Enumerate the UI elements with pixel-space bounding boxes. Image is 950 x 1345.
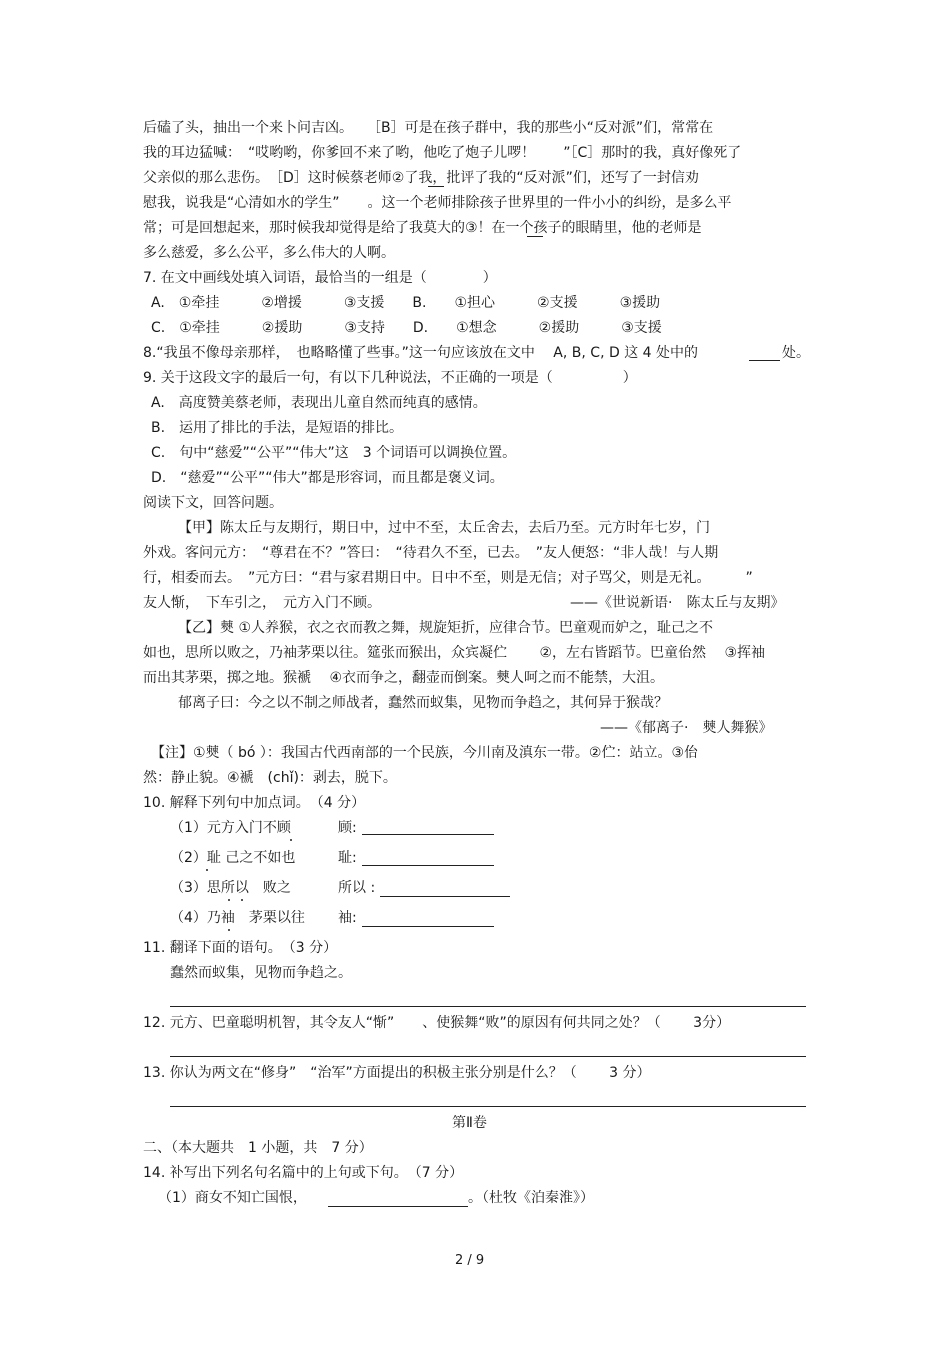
text-jia-line-4: 友人惭， 下车引之， 元方入门不顾。 <box>143 595 381 611</box>
emphasis-dot <box>206 869 208 871</box>
text-jia-line-3: 行，相委而去。 ”元方曰：“君与家君期日中。日中不至，则是无信；对子骂父，则是无礼。 ” <box>143 570 753 586</box>
q9-stem: 9. 关于这段文字的最后一句，有以下几种说法，不正确的一项是（ ） <box>143 370 637 386</box>
emphasis-dot <box>290 839 292 841</box>
q7-options-ab: A. ①牵挂 ②增援 ③支援 B. ①担心 ②支援 ③援助 <box>151 295 661 311</box>
q10-item-3-sentence: （3）思所以 败之 <box>170 880 291 896</box>
q10-item-3-answer-blank[interactable] <box>380 896 510 897</box>
emphasis-dot <box>228 929 230 931</box>
passage-line-5: 常；可是回想起来，那时候我却觉得是给了我莫大的③！在一个孩子的眼睛里，他的老师是 <box>143 220 702 236</box>
reading-intro: 阅读下文，回答问题。 <box>143 495 283 511</box>
q8-tail: 处。 <box>782 345 810 361</box>
q9-option-c: C. 句中“慈爱”“公平”“伟大”这 3 个词语可以调换位置。 <box>151 445 517 461</box>
emphasis-dot <box>241 899 243 901</box>
underline-blank-3 <box>527 236 543 237</box>
note-line-2: 然：静止貌。④褫 (chǐ)：剥去，脱下。 <box>143 770 397 786</box>
q8-answer-blank <box>749 360 780 361</box>
text-yi-line-4: 郁离子曰：今之以不制之师战者，蠢然而蚁集，见物而争趋之，其何异于猴哉？ <box>178 695 668 711</box>
q12-stem: 12. 元方、巴童聪明机智，其令友人“惭” 、使猴舞“败”的原因有何共同之处？（ 3分） <box>143 1015 731 1031</box>
q10-item-2-answer-blank[interactable] <box>362 865 494 866</box>
q11-sentence: 蠢然而蚁集，见物而争趋之。 <box>170 965 352 981</box>
text-yi-line-2: 如也，思所以败之，乃袖茅栗以往。筵张而猴出，众宾凝伫 ②，左右皆蹈节。巴童佁然 ③挥袖 <box>143 645 765 661</box>
underline-blank-2 <box>428 186 444 187</box>
q12-answer-line[interactable] <box>170 1056 806 1057</box>
q10-item-4-sentence: （4）乃袖 茅栗以往 <box>170 910 305 926</box>
q14-item-1-text: （1）商女不知亡国恨， <box>158 1190 307 1206</box>
passage-line-6: 多么慈爱，多么公平，多么伟大的人啊。 <box>143 245 395 261</box>
q8-stem: 8.“我虽不像母亲那样， 也略略懂了些事。”这一句应该放在文中 A, B, C, D 这 4 处中的 <box>143 345 699 361</box>
q7-stem: 7. 在文中画线处填入词语，最恰当的一组是（ ） <box>143 270 497 286</box>
q14-item-1-source: 。（杜牧《泊秦淮》） <box>468 1190 594 1206</box>
q14-stem: 14. 补写出下列名句名篇中的上句或下句。 （7 分） <box>143 1165 464 1181</box>
text-jia-line-2: 外戏。客问元方： “尊君在不？”答曰： “待君久不至，已去。 ”友人便怒：“非人哉！与人期 <box>143 545 719 561</box>
q9-option-d: D. “慈爱”“公平”“伟大”都是形容词，而且都是褒义词。 <box>151 470 504 486</box>
q10-item-1-sentence: （1）元方入门不顾 <box>170 820 291 836</box>
passage-line-1: 后磕了头，抽出一个来卜问吉凶。 ［B］可是在孩子群中，我的那些小“反对派”们，常常在 <box>143 120 714 136</box>
note-line-1: 【注】①僰（ bó ）：我国古代西南部的一个民族，今川南及滇东一带。②伫：站立。③佁 <box>151 745 699 761</box>
emphasis-dot <box>228 899 230 901</box>
q13-answer-line[interactable] <box>170 1106 806 1107</box>
passage-line-3: 父亲似的那么悲伤。 ［D］这时候蔡老师②了我，批评了我的“反对派”们，还写了一封信劝 <box>143 170 699 186</box>
q10-item-1-word: 顾: <box>338 820 357 836</box>
q14-item-1-answer-blank[interactable] <box>328 1206 468 1207</box>
q10-item-2-word: 耻: <box>338 850 357 866</box>
q7-options-cd: C. ①牵挂 ②援助 ③支持 D. ①想念 ②援助 ③支援 <box>151 320 662 336</box>
q11-answer-line[interactable] <box>170 1006 806 1007</box>
q10-item-3-word: 所以 : <box>338 880 376 896</box>
q13-stem: 13. 你认为两文在“修身” “治军”方面提出的积极主张分别是什么？（ 3 分） <box>143 1065 651 1081</box>
text-yi-line-1: 【乙】僰 ①人养猴，衣之衣而教之舞，规旋矩折，应律合节。巴童观而妒之，耻己之不 <box>178 620 713 636</box>
page-number: 2 / 9 <box>455 1253 485 1268</box>
text-jia-line-1: 【甲】陈太丘与友期行，期日中，过中不至，太丘舍去，去后乃至。元方时年七岁，门 <box>178 520 710 536</box>
q11-stem: 11. 翻译下面的语句。 （3 分） <box>143 940 338 956</box>
q10-item-4-word: 袖: <box>338 910 357 926</box>
text-jia-source: ——《世说新语· 陈太丘与友期》 <box>570 595 785 611</box>
q9-option-b: B. 运用了排比的手法，是短语的排比。 <box>151 420 404 436</box>
passage-line-4: 慰我，说我是“心清如水的学生” 。这一个老师排除孩子世界里的一件小小的纠纷，是多么平 <box>143 195 732 211</box>
q9-option-a: A. 高度赞美蔡老师，表现出儿童自然而纯真的感情。 <box>151 395 487 411</box>
volume-title: 第Ⅱ卷 <box>452 1115 487 1131</box>
passage-line-2: 我的耳边猛喊： “哎哟哟，你爹回不来了哟，他吃了炮子儿啰！ ”［C］那时的我，真好像死了 <box>143 145 742 161</box>
text-yi-source: ——《郁离子· 僰人舞猴》 <box>600 720 773 736</box>
q10-item-2-sentence: （2）耻 己之不如也 <box>170 850 296 866</box>
q10-item-4-answer-blank[interactable] <box>362 926 494 927</box>
text-yi-line-3: 而出其茅栗，掷之地。猴褫 ④衣而争之，翻壶而倒案。僰人呵之而不能禁，大沮。 <box>143 670 664 686</box>
q10-stem: 10. 解释下列句中加点词。 （4 分） <box>143 795 366 811</box>
section-2-header: 二、（本大题共 1 小题，共 7 分） <box>143 1140 373 1156</box>
q10-item-1-answer-blank[interactable] <box>362 834 494 835</box>
